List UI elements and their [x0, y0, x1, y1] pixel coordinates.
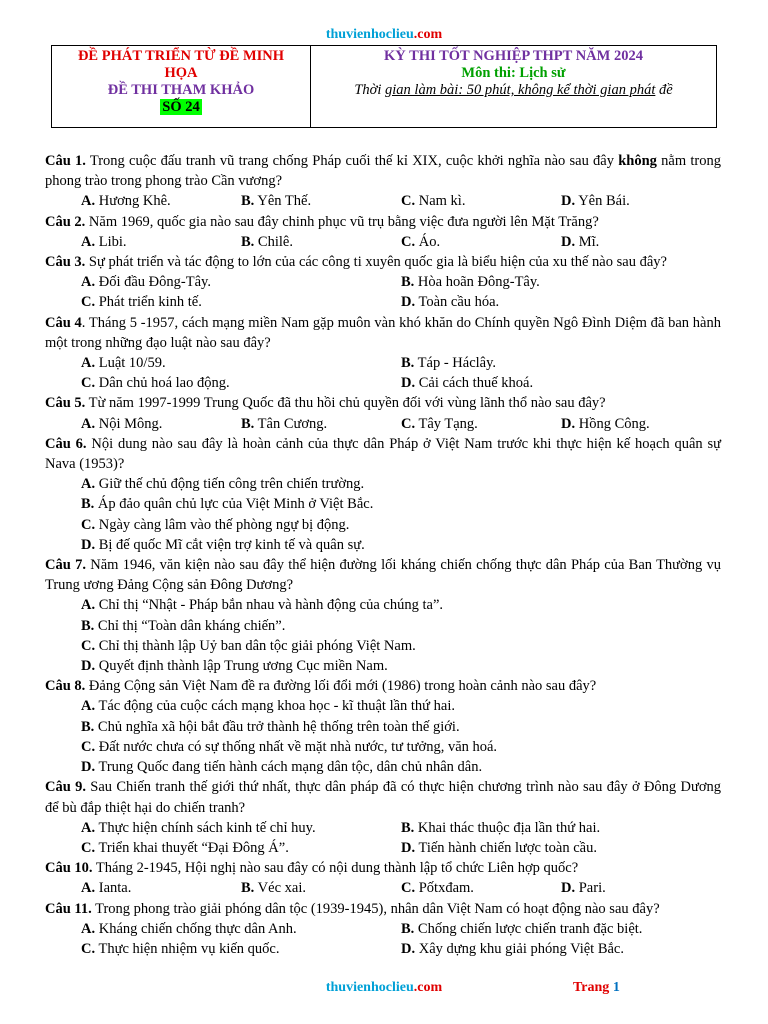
answer-option — [401, 292, 721, 312]
option-letter: D. — [81, 536, 96, 553]
option-letter: C. — [81, 637, 96, 654]
options-row — [45, 878, 721, 898]
option-text: Tây Tạng. — [415, 415, 478, 432]
question-stem — [45, 777, 721, 817]
question-label: Câu 2. — [45, 213, 86, 230]
options-row — [45, 191, 721, 211]
option-letter: B. — [401, 274, 415, 291]
answer-option — [81, 191, 241, 211]
question-text: . Tháng 5 -1957, cách mạng miền Nam gặp muôn vàn khó khăn do Chính quyền Ngô Đình Diệm đã ban hành một trong những đạo luật nào sau đây? — [45, 314, 721, 351]
question-stem — [45, 313, 721, 353]
question-text: Trong phong trào giải phóng dân tộc (1939-1945), nhân dân Việt Nam có hoạt động nào sau đây? — [91, 900, 660, 917]
option-letter: B. — [241, 193, 255, 210]
options-row — [45, 939, 721, 959]
answer-option — [81, 838, 401, 858]
answer-option — [81, 517, 349, 533]
option-text: Toàn cầu hóa. — [415, 294, 500, 311]
answer-option — [81, 232, 241, 252]
option-text: Chỉ thị “Nhật - Pháp bắn nhau và hành động của chúng ta”. — [95, 597, 444, 614]
option-text: Kháng chiến chống thực dân Anh. — [95, 920, 297, 937]
question-label: Câu 10. — [45, 860, 93, 877]
option-text: Áp đảo quân chủ lực của Việt Minh ở Việt Bắc. — [94, 496, 374, 513]
answer-option — [561, 414, 721, 434]
answer-option — [241, 232, 401, 252]
question-stem — [45, 151, 721, 191]
question-block — [45, 899, 721, 960]
option-letter: A. — [81, 597, 96, 614]
question-block — [45, 313, 721, 394]
header-left-line1: ĐỀ PHÁT TRIỂN TỪ ĐỀ MINH — [77, 48, 285, 64]
option-letter: D. — [561, 880, 576, 897]
option-text: Bị đế quốc Mĩ cắt viện trợ kinh tế và quân sự. — [95, 536, 365, 553]
question-stem — [45, 899, 721, 919]
site-name: thuvienhoclieu — [325, 980, 414, 995]
answer-option — [81, 638, 416, 654]
question-label: Câu 9. — [45, 779, 86, 796]
option-text: Luật 10/59. — [95, 355, 166, 372]
question-stem — [45, 393, 721, 413]
question-emphasis: không — [618, 153, 657, 169]
option-letter: D. — [561, 233, 576, 250]
option-letter: D. — [401, 839, 416, 856]
answer-option — [561, 878, 721, 898]
option-letter: D. — [81, 658, 96, 675]
question-block — [45, 252, 721, 313]
option-letter: C. — [81, 294, 96, 311]
option-text: Chỉ thị thành lập Uỷ ban dân tộc giải phóng Việt Nam. — [95, 637, 416, 654]
site-domain: .com — [413, 27, 443, 42]
site-watermark-bottom — [0, 980, 768, 996]
option-text: Hồng Công. — [575, 415, 650, 432]
answer-option — [401, 818, 721, 838]
option-text: Pari. — [575, 880, 606, 897]
option-text: Đất nước chưa có sự thống nhất về mặt nhà nước, tư tưởng, văn hoá. — [95, 738, 498, 755]
site-watermark-top — [0, 27, 768, 43]
exam-subject: Môn thi: Lịch sử — [461, 65, 566, 81]
question-label: Câu 7. — [45, 557, 86, 574]
exam-header — [51, 45, 717, 128]
answer-option — [81, 414, 241, 434]
question-stem — [45, 212, 721, 232]
question-text: Từ năm 1997-1999 Trung Quốc đã thu hồi chủ quyền đối với vùng lãnh thổ nào sau đây? — [85, 395, 606, 412]
answer-option — [401, 838, 721, 858]
question-text: Đảng Cộng sản Việt Nam đề ra đường lối đổi mới (1986) trong hoàn cảnh nào sau đây? — [85, 678, 597, 695]
option-letter: A. — [81, 920, 96, 937]
page-number — [573, 980, 620, 996]
option-letter: A. — [81, 819, 96, 836]
option-letter: C. — [81, 375, 96, 392]
option-text: Táp - Háclây. — [414, 355, 497, 372]
option-letter: B. — [241, 415, 255, 432]
answer-option — [81, 476, 364, 492]
options-row — [45, 494, 721, 514]
options-row — [45, 272, 721, 292]
answer-option — [81, 618, 285, 634]
answer-option — [81, 739, 497, 755]
option-letter: B. — [241, 880, 255, 897]
header-left-cell — [52, 46, 311, 127]
question-block — [45, 858, 721, 898]
answer-option — [401, 878, 561, 898]
option-text: Ngày càng lâm vào thế phòng ngự bị động. — [95, 516, 350, 533]
question-stem — [45, 434, 721, 474]
option-text: Áo. — [415, 233, 441, 250]
option-letter: C. — [401, 193, 416, 210]
question-list — [45, 151, 721, 959]
answer-option — [561, 232, 721, 252]
option-letter: C. — [81, 516, 96, 533]
option-text: Mĩ. — [575, 233, 600, 250]
options-row — [45, 535, 721, 555]
option-text: Pốtxđam. — [415, 880, 474, 897]
question-label: Câu 3. — [45, 254, 86, 271]
option-letter: C. — [401, 415, 416, 432]
question-label: Câu 6. — [45, 435, 87, 452]
question-text: Sự phát triển và tác động to lớn của các công ti xuyên quốc gia là biểu hiện của xu thế nào sau đây? — [85, 254, 667, 271]
option-text: Cải cách thuế khoá. — [415, 375, 534, 392]
header-left-line3: ĐỀ THI THAM KHẢO — [107, 82, 255, 98]
answer-option — [81, 698, 455, 714]
question-label: Câu 1. — [45, 153, 86, 169]
answer-option — [81, 818, 401, 838]
option-letter: D. — [81, 759, 96, 776]
options-row — [45, 232, 721, 252]
site-name: thuvienhoclieu — [325, 27, 414, 42]
option-text: Triển khai thuyết “Đại Đông Á”. — [95, 839, 289, 856]
question-text: Tháng 2-1945, Hội nghị nào sau đây có nội dung thành lập tổ chức Liên hợp quốc? — [92, 860, 579, 877]
option-letter: C. — [401, 233, 416, 250]
option-letter: A. — [81, 355, 96, 372]
option-text: Véc xai. — [254, 880, 306, 897]
options-row — [45, 474, 721, 494]
answer-option — [81, 658, 388, 674]
answer-option — [401, 353, 721, 373]
option-text: Giữ thế chủ động tiến công trên chiến trường. — [95, 476, 365, 493]
option-letter: A. — [81, 476, 96, 493]
option-letter: A. — [81, 698, 96, 715]
page-number-value: 1 — [612, 980, 620, 995]
question-stem — [45, 252, 721, 272]
options-row — [45, 696, 721, 716]
option-text: Hương Khê. — [95, 193, 171, 210]
question-label: Câu 5. — [45, 395, 86, 412]
option-letter: A. — [81, 880, 96, 897]
options-row — [45, 919, 721, 939]
option-text: Nội Mông. — [95, 415, 163, 432]
answer-option — [401, 232, 561, 252]
question-text: Nội dung nào sau đây là hoàn cảnh của thực dân Pháp ở Việt Nam trước khi thực hiện kế hoạch quân sự Nava (1953)? — [45, 435, 722, 473]
question-label: Câu 4 — [45, 314, 82, 331]
option-text: Trung Quốc đang tiến hành cách mạng dân tộc, dân chủ nhân dân. — [95, 759, 483, 776]
options-row — [45, 717, 721, 737]
header-left-line2: HỌA — [164, 65, 198, 81]
option-text: Quyết định thành lập Trung ương Cục miền Nam. — [95, 658, 388, 675]
answer-option — [241, 878, 401, 898]
question-label: Câu 11. — [45, 900, 92, 917]
option-letter: A. — [81, 274, 96, 291]
option-letter: B. — [81, 496, 95, 513]
answer-option — [81, 597, 443, 613]
option-text: Chủ nghĩa xã hội bắt đầu trở thành hệ thống trên toàn thế giới. — [94, 718, 460, 735]
option-text: Ianta. — [95, 880, 132, 897]
question-stem — [45, 858, 721, 878]
question-text-continued: nằm trong phong trào trong phong trào Cần vương? — [45, 153, 721, 190]
answer-option — [81, 292, 401, 312]
question-block — [45, 555, 721, 676]
options-row — [45, 737, 721, 757]
option-text: Xây dựng khu giải phóng Việt Bắc. — [415, 940, 624, 957]
option-text: Yên Bái. — [575, 193, 630, 210]
option-text: Yên Thế. — [254, 193, 312, 210]
answer-option — [401, 414, 561, 434]
option-text: Tác động của cuộc cách mạng khoa học - kĩ thuật lần thứ hai. — [95, 698, 456, 715]
option-letter: C. — [81, 940, 96, 957]
answer-option — [401, 373, 721, 393]
question-text: Năm 1946, văn kiện nào sau đây thể hiện đường lối kháng chiến chống thực dân Pháp của Ban Thường vụ Trung ương Đảng Cộng sản Đông Dương? — [45, 557, 721, 594]
question-text: Sau Chiến tranh thế giới thứ nhất, thực dân pháp đã có thực hiện chương trình nào sau đây ở Đông Dương để bù đắp thiệt hại do chiến tranh? — [45, 779, 721, 816]
answer-option — [81, 759, 482, 775]
answer-option — [81, 353, 401, 373]
question-block — [45, 434, 721, 555]
answer-option — [401, 939, 721, 959]
option-text: Khai thác thuộc địa lần thứ hai. — [414, 819, 601, 836]
answer-option — [81, 537, 365, 553]
option-text: Libi. — [95, 233, 127, 250]
answer-option — [81, 719, 460, 735]
question-stem — [45, 676, 721, 696]
question-label: Câu 8. — [45, 678, 86, 695]
option-text: Đối đầu Đông-Tây. — [95, 274, 211, 291]
option-letter: A. — [81, 193, 96, 210]
option-letter: B. — [81, 718, 95, 735]
question-block — [45, 777, 721, 858]
option-text: Tân Cương. — [254, 415, 328, 432]
answer-option — [561, 191, 721, 211]
option-letter: C. — [81, 738, 96, 755]
question-stem — [45, 555, 721, 595]
option-letter: A. — [81, 415, 96, 432]
options-row — [45, 757, 721, 777]
options-row — [45, 292, 721, 312]
options-row — [45, 595, 721, 615]
options-row — [45, 636, 721, 656]
option-text: Thực hiện nhiệm vụ kiến quốc. — [95, 940, 280, 957]
option-letter: B. — [401, 920, 415, 937]
question-text: Trong cuộc đấu tranh vũ trang chống Pháp cuối thế kỉ XIX, cuộc khởi nghĩa nào sau đây — [85, 153, 619, 169]
option-letter: D. — [401, 940, 416, 957]
exam-number-badge: SỐ 24 — [162, 99, 200, 115]
option-letter: D. — [561, 193, 576, 210]
option-letter: A. — [81, 233, 96, 250]
option-text: Chống chiến lược chiến tranh đặc biệt. — [414, 920, 643, 937]
option-letter: B. — [401, 355, 415, 372]
header-right-cell — [311, 46, 716, 127]
option-text: Tiến hành chiến lược toàn cầu. — [415, 839, 597, 856]
options-row — [45, 353, 721, 373]
option-text: Chỉ thị “Toàn dân kháng chiến”. — [94, 617, 286, 634]
site-domain: .com — [413, 980, 443, 995]
answer-option — [81, 373, 401, 393]
answer-option — [401, 272, 721, 292]
option-letter: D. — [561, 415, 576, 432]
option-text: Phát triển kinh tế. — [95, 294, 202, 311]
option-letter: D. — [401, 294, 416, 311]
option-letter: D. — [401, 375, 416, 392]
answer-option — [401, 919, 721, 939]
options-row — [45, 656, 721, 676]
question-block — [45, 212, 721, 252]
question-block — [45, 393, 721, 433]
answer-option — [81, 272, 401, 292]
options-row — [45, 616, 721, 636]
option-letter: B. — [241, 233, 255, 250]
options-row — [45, 414, 721, 434]
options-row — [45, 373, 721, 393]
exam-time: Thời gian làm bài: 50 phút, không kể thời gian phát đề — [354, 82, 673, 98]
option-text: Thực hiện chính sách kinh tế chỉ huy. — [95, 819, 316, 836]
option-letter: C. — [401, 880, 416, 897]
answer-option — [81, 939, 401, 959]
page-label: Trang — [573, 980, 613, 995]
answer-option — [241, 414, 401, 434]
question-block — [45, 151, 721, 212]
option-text: Chilê. — [254, 233, 293, 250]
option-letter: B. — [81, 617, 95, 634]
option-letter: C. — [81, 839, 96, 856]
option-text: Hòa hoãn Đông-Tây. — [414, 274, 540, 291]
answer-option — [81, 878, 241, 898]
answer-option — [401, 191, 561, 211]
options-row — [45, 838, 721, 858]
options-row — [45, 818, 721, 838]
answer-option — [241, 191, 401, 211]
options-row — [45, 515, 721, 535]
question-block — [45, 676, 721, 777]
answer-option — [81, 919, 401, 939]
question-text: Năm 1969, quốc gia nào sau đây chinh phục vũ trụ bằng việc đưa người lên Mặt Trăng? — [85, 213, 599, 230]
answer-option — [81, 496, 373, 512]
option-text: Nam kì. — [415, 193, 466, 210]
option-letter: B. — [401, 819, 415, 836]
option-text: Dân chủ hoá lao động. — [95, 375, 230, 392]
exam-title: KỲ THI TỐT NGHIỆP THPT NĂM 2024 — [384, 48, 643, 64]
